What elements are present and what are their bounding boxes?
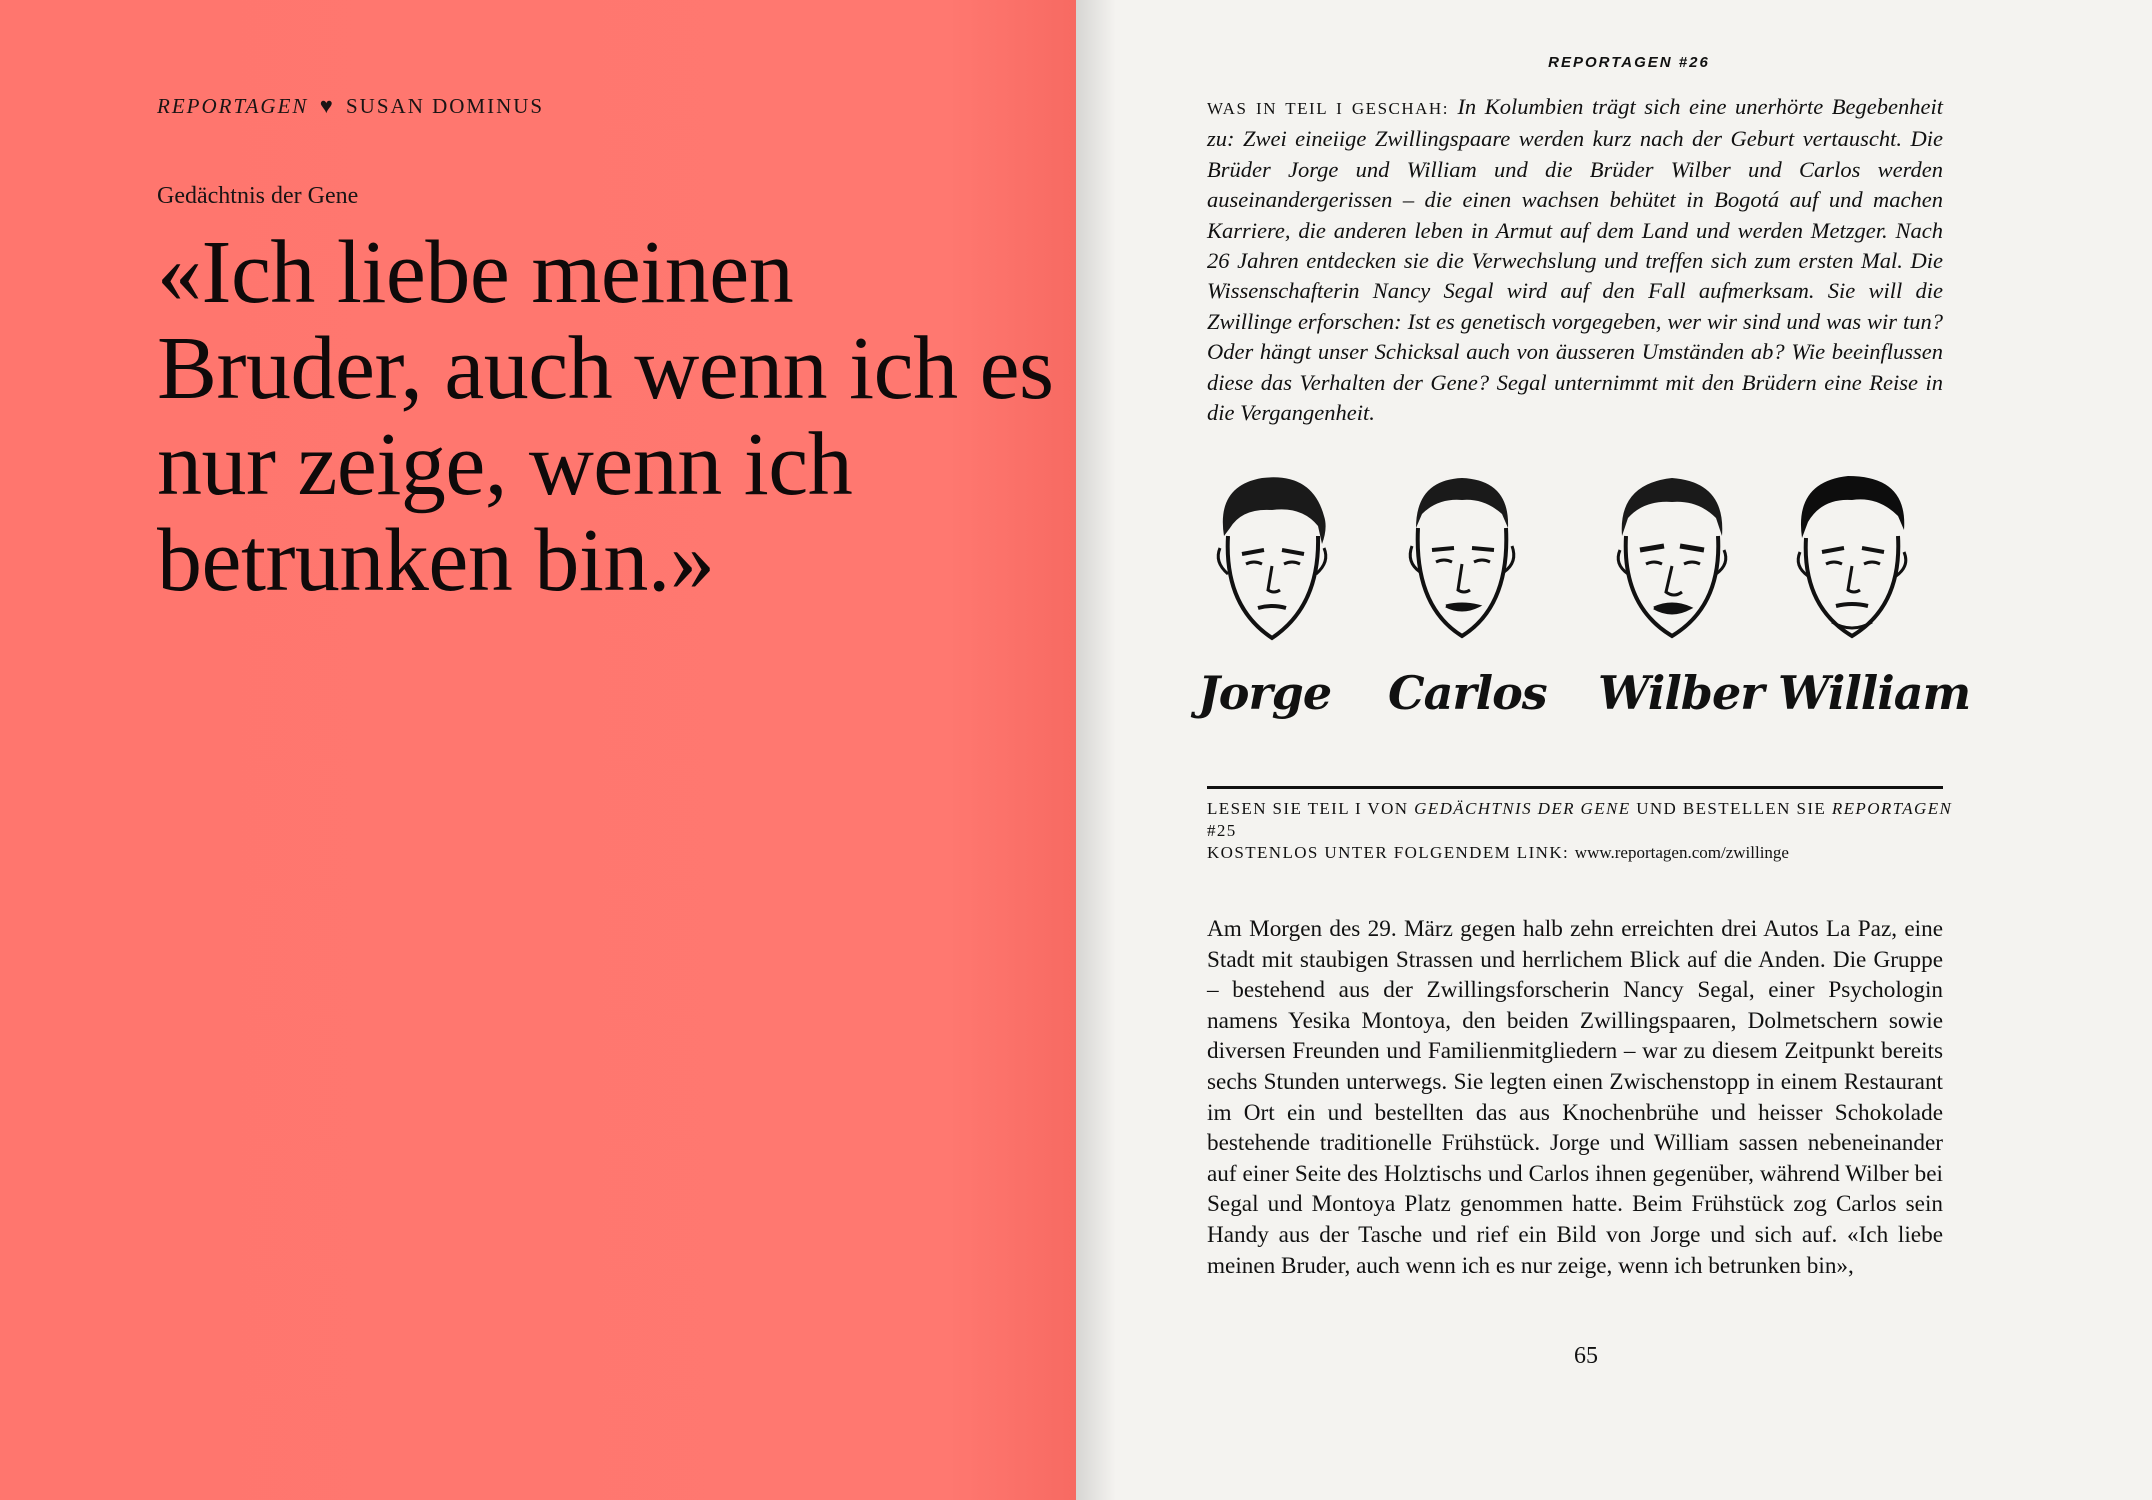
- promo-text: LESEN SIE TEIL I VON: [1207, 799, 1415, 818]
- promo-text: KOSTENLOS UNTER FOLGENDEM LINK:: [1207, 843, 1575, 862]
- page-number: 65: [1574, 1343, 1598, 1369]
- recap-paragraph: [1207, 92, 1943, 428]
- article-kicker: Gedächtnis der Gene: [157, 183, 359, 209]
- running-head: [157, 93, 544, 119]
- signature-wilber: Wilber: [1598, 666, 1764, 720]
- portrait-row: [1198, 466, 1971, 766]
- right-page: [1076, 0, 2152, 1500]
- issue-tag: REPORTAGEN #26: [1548, 54, 1710, 71]
- divider-rule: [1207, 786, 1943, 789]
- promo-article-title: GEDÄCHTNIS DER GENE: [1414, 799, 1631, 818]
- recap-text: In Kolumbien trägt sich eine unerhörte Begebenheit zu: Zwei eineiige Zwillingspaare werden kurz nach der Geburt vertauscht. Die Brüder Jorge und William und die Brüder Wilber und Carlos werden auseinandergerissen – die einen wachsen behütet in Bogotá auf und machen Karriere, die anderen leben in Armut auf dem Land und werden Metzger. Nach 26 Jahren entdecken sie die Verwechslung und treffen sich zum ersten Mal. Die Wissenschafterin Nancy Segal wird auf den Fall aufmerksam. Sie will die Zwillinge erforschen: Ist es genetisch vorgegeben, wer wir sind und was wir tun? Oder hängt unser Schicksal auch von äusseren Umständen ab? Wie beeinflussen diese das Verhalten der Gene? Segal unternimmt mit den Brüdern eine Reise in die Vergangenheit.: [1207, 94, 1943, 426]
- face-illustration-icon: [1782, 466, 1922, 656]
- author-name: SUSAN DOMINUS: [346, 94, 545, 118]
- promo-link[interactable]: www.reportagen.com/zwillinge: [1574, 843, 1789, 862]
- face-illustration-icon: [1602, 466, 1742, 656]
- portrait-william: [1778, 466, 1971, 766]
- promo-issue-name: REPORTAGEN: [1831, 799, 1953, 818]
- signature-jorge: Jorge: [1198, 666, 1332, 720]
- promo-line-2: [1207, 842, 1967, 864]
- portrait-jorge: [1198, 466, 1352, 766]
- promo-issue-number: #25: [1207, 821, 1237, 840]
- promo-note: [1207, 798, 1967, 864]
- face-illustration-icon: [1392, 466, 1532, 656]
- publication-name: REPORTAGEN: [157, 94, 309, 118]
- body-paragraph: Am Morgen des 29. März gegen halb zehn erreichten drei Autos La Paz, eine Stadt mit staubigen Strassen und herrlichem Blick auf die Anden. Die Gruppe – bestehend aus der Zwillingsforscherin Nancy Segal, einer Psychologin namens Yesika Montoya, den beiden Zwillingspaaren, Dolmetschern sowie diversen Freunden und Familienmitgliedern – war zu diesem Zeitpunkt bereits sechs Stunden unterwegs. Sie legten einen Zwischenstopp in einem Restaurant im Ort ein und bestellten das aus Knochenbrühe und heisser Schokolade bestehende traditionelle Frühstück. Jorge und William sassen nebeneinander auf einer Seite des Holztischs und Carlos ihnen gegenüber, während Wilber bei Segal und Montoya Platz genommen hatte. Beim Frühstück zog Carlos sein Handy aus der Tasche und rief ein Bild von Jorge und sich auf. «Ich liebe meinen Bruder, auch wenn ich es nur zeige, wenn ich betrunken bin»,: [1207, 916, 1943, 1279]
- portrait-carlos: [1388, 466, 1547, 766]
- promo-line-1: [1207, 798, 1967, 842]
- headline-quote: «Ich liebe meinen Bruder, auch wenn ich es nur zeige, wenn ich betrunken bin.»: [157, 223, 1054, 610]
- portrait-wilber: [1598, 466, 1764, 766]
- signature-william: William: [1778, 666, 1971, 720]
- face-illustration-icon: [1202, 466, 1342, 656]
- promo-text: UND BESTELLEN SIE: [1630, 799, 1832, 818]
- signature-carlos: Carlos: [1388, 666, 1547, 720]
- heart-icon: ♥: [319, 93, 335, 118]
- recap-lead: WAS IN TEIL I GESCHAH:: [1207, 99, 1449, 118]
